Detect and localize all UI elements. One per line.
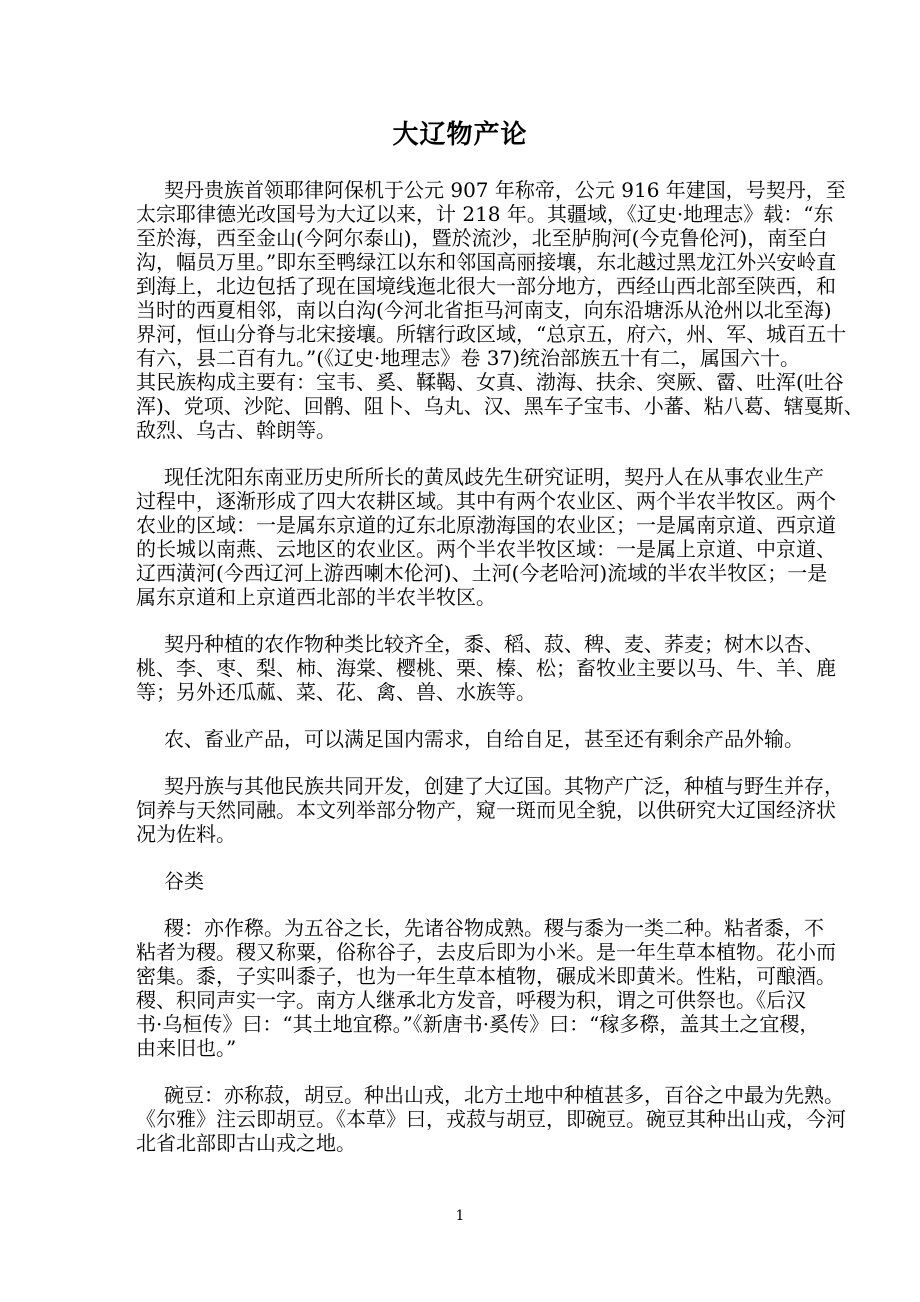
paragraph bbox=[136, 632, 836, 704]
text-line: 敌烈、乌古、斡朗等。 bbox=[136, 418, 336, 442]
text-line: 稷：亦作穄。为五谷之长，先诸谷物成熟。稷与黍为一类二种。粘者黍，不 bbox=[164, 916, 824, 940]
text-line: 况为佐料。 bbox=[136, 822, 236, 846]
page-number: 1 bbox=[455, 1208, 465, 1224]
paragraph bbox=[136, 1083, 846, 1155]
text-line: 等；另外还瓜蓏、菜、花、禽、兽、水族等。 bbox=[136, 680, 536, 704]
text-line: 稷、积同声实一字。南方人继承北方发音，呼稷为积，谓之可供祭也。《后汉 bbox=[136, 988, 806, 1012]
text-line: 过程中，逐渐形成了四大农耕区域。其中有两个农业区、两个半农半牧区。两个 bbox=[136, 489, 836, 513]
text-line: 其民族构成主要有：宝韦、奚、鞣鞨、女真、渤海、扶余、突厥、霤、吐浑(吐谷 bbox=[136, 370, 844, 394]
text-line: 浑)、党项、沙陀、回鹘、阻卜、乌丸、汉、黑车子宝韦、小蕃、粘八葛、辖戛斯、 bbox=[136, 394, 864, 418]
text-line: 契丹种植的农作物种类比较齐全，黍、稻、菽、稗、麦、荞麦；树木以杏、 bbox=[164, 632, 824, 656]
text-line: 属东京道和上京道西北部的半农半牧区。 bbox=[136, 585, 496, 609]
text-line: 粘者为稷。稷又称粟，俗称谷子，去皮后即为小米。是一年生草本植物。花小而 bbox=[136, 940, 836, 964]
text-line: 饲养与天然同融。本文列举部分物产，窥一斑而见全貌，以供研究大辽国经济状 bbox=[136, 798, 836, 822]
text-line: 密集。黍，子实叫黍子，也为一年生草本植物，碾成米即黄米。性粘，可酿酒。 bbox=[136, 964, 836, 988]
document-title: 大辽物产论 bbox=[392, 120, 528, 150]
text-line: 农、畜业产品，可以满足国内需求，自给自足，甚至还有剩余产品外输。 bbox=[164, 727, 804, 751]
text-line: 北省北部即古山戎之地。 bbox=[136, 1131, 356, 1155]
text-line: 有六，县二百有九。”(《辽史·地理志》卷 37)统治部族五十有二，属国六十。 bbox=[136, 346, 800, 370]
text-line: 由来旧也。” bbox=[136, 1036, 237, 1060]
paragraph bbox=[136, 178, 864, 442]
text-line: 的长城以南燕、云地区的农业区。两个半农半牧区域：一是属上京道、中京道、 bbox=[136, 537, 836, 561]
text-line: 碗豆：亦称菽，胡豆。种出山戎，北方土地中种植甚多，百谷之中最为先熟。 bbox=[164, 1083, 844, 1107]
paragraph bbox=[136, 774, 844, 846]
text-line: 谷类 bbox=[164, 869, 204, 893]
text-line: 至於海，西至金山(今阿尔泰山)，暨於流沙，北至胪朐河(今克鲁伦河)，南至白 bbox=[136, 226, 828, 250]
paragraph bbox=[136, 916, 836, 1060]
text-line: 契丹贵族首领耶律阿保机于公元 907 年称帝，公元 916 年建国，号契丹，至 bbox=[164, 178, 846, 202]
paragraph bbox=[136, 465, 836, 609]
text-line: 当时的西夏相邻，南以白沟(今河北省拒马河南支，向东沿塘泺从沧州以北至海) bbox=[136, 298, 832, 322]
document-body bbox=[136, 178, 864, 1178]
text-line: 农业的区域：一是属东京道的辽东北原渤海国的农业区；一是属南京道、西京道 bbox=[136, 513, 836, 537]
text-line: 辽西潢河(今西辽河上游西喇木伦河)、土河(今老哈河)流域的半农半牧区；一是 bbox=[136, 561, 828, 585]
text-line: 《尔雅》注云即胡豆。《本草》曰，戎菽与胡豆，即碗豆。碗豆其种出山戎，今河 bbox=[136, 1107, 846, 1131]
text-line: 桃、李、枣、梨、柿、海棠、樱桃、栗、榛、松；畜牧业主要以马、牛、羊、鹿 bbox=[136, 656, 836, 680]
paragraph bbox=[136, 869, 786, 893]
text-line: 太宗耶律德光改国号为大辽以来，计 218 年。其疆域，《辽史·地理志》载：“东 bbox=[136, 202, 834, 226]
text-line: 沟，幅员万里。”即东至鸭绿江以东和邻国高丽接壤，东北越过黑龙江外兴安岭直 bbox=[136, 250, 837, 274]
text-line: 契丹族与其他民族共同开发，创建了大辽国。其物产广泛，种植与野生并存， bbox=[164, 774, 844, 798]
text-line: 到海上，北边包括了现在国境线迤北很大一部分地方，西经山西北部至陕西，和 bbox=[136, 274, 836, 298]
text-line: 现任沈阳东南亚历史所所长的黄凤歧先生研究证明，契丹人在从事农业生产 bbox=[164, 465, 824, 489]
text-line: 书·乌桓传》曰：“其土地宜穄。”《新唐书·奚传》曰：“稼多穄，盖其土之宜稷， bbox=[136, 1012, 820, 1036]
paragraph bbox=[136, 727, 804, 751]
text-line: 界河，恒山分脊与北宋接壤。所辖行政区域，“总京五，府六，州、军、城百五十 bbox=[136, 322, 847, 346]
